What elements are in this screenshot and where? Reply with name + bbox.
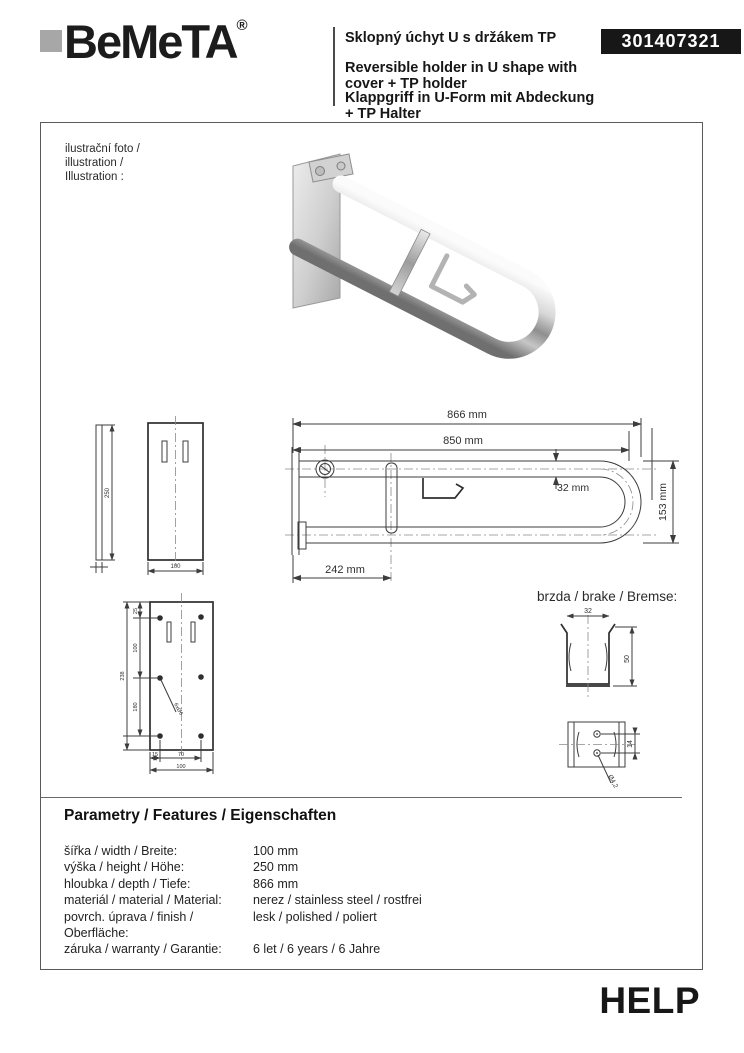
- cover-plate-slot-right: [183, 441, 188, 462]
- photo-crossbar: [389, 229, 430, 296]
- parameter-value: 6 let / 6 years / 6 Jahre: [253, 942, 381, 957]
- side-view-tp-holder: [423, 478, 463, 498]
- mp-dim-70: 70: [177, 752, 185, 758]
- mp-dim-15: 15: [151, 752, 159, 758]
- cover-plate-side-view: [90, 425, 115, 573]
- side-view-u-bend-inner: [600, 477, 625, 527]
- mp-dim-238: 238: [120, 671, 126, 681]
- side-view-u-bend-center: [600, 469, 633, 535]
- brake-dim-32: 32: [584, 608, 592, 615]
- mounting-plate-holes: [157, 614, 204, 739]
- parameter-label: povrch. úprava / finish / Oberfläche:: [64, 909, 194, 941]
- brake-dim-50: 50: [624, 655, 631, 663]
- header-divider: [333, 27, 335, 106]
- product-photo: [283, 140, 588, 425]
- mp-dim-25: 25: [133, 607, 139, 615]
- illustration-label-line1: ilustrační foto /: [65, 143, 140, 155]
- brand-logo: [64, 14, 248, 69]
- dim-32-label: 32 mm: [557, 482, 590, 494]
- parameter-value: nerez / stainless steel / rostfrei: [253, 893, 422, 908]
- side-view-wall-plate: [292, 447, 306, 555]
- dim-242: [293, 555, 391, 583]
- help-wordmark: HELP: [599, 980, 700, 1021]
- mp-holes-label: 6xØ6: [172, 702, 184, 717]
- parameter-value: 866 mm: [253, 876, 299, 891]
- cover-plate-width-label: 100: [170, 564, 181, 570]
- illustration-label-line2: illustration /: [65, 157, 124, 169]
- photo-tp-holder: [431, 256, 484, 305]
- registered-mark: ®: [236, 17, 248, 34]
- brake-label: brzda / brake / Bremse:: [537, 589, 678, 604]
- parameter-row: [64, 843, 624, 859]
- mp-dim-100: 100: [133, 643, 139, 653]
- parameter-value: lesk / polished / poliert: [253, 909, 377, 924]
- dim-850: [293, 431, 629, 461]
- parameter-row: [64, 941, 624, 957]
- mounting-plate-left-dims: [120, 602, 158, 750]
- cover-plate-height-label: 250: [105, 487, 111, 499]
- brake-clip-view: [561, 608, 637, 699]
- mounting-plate-bottom-dims: [150, 740, 213, 774]
- parameter-label: záruka / warranty / Garantie:: [64, 942, 222, 957]
- mp-dim-overall-100: 100: [176, 764, 186, 770]
- dim-153: [643, 428, 679, 543]
- dim-32: [556, 449, 589, 494]
- parameter-value: 100 mm: [253, 844, 299, 858]
- brake-drawing: [535, 585, 710, 800]
- brake-hole-label: Ø4,2: [606, 773, 620, 790]
- dim-242-label: 242 mm: [325, 564, 365, 576]
- brake-front-view: [559, 722, 640, 790]
- product-title-cs: Sklopný úchyt U s držákem TP: [345, 30, 557, 46]
- parameters-title: Parametry / Features / Eigenschaften: [64, 807, 337, 824]
- mounting-plate-drawing: [115, 590, 250, 785]
- section-divider: [41, 797, 682, 798]
- illustration-label-line3: Illustration :: [65, 171, 124, 183]
- parameter-row: [64, 876, 624, 892]
- brake-dim-14: 14: [627, 740, 634, 748]
- parameter-label: výška / height / Höhe:: [64, 860, 185, 875]
- parameter-row: [64, 859, 624, 875]
- cover-plate-front-view: [148, 416, 203, 575]
- side-view-u-bend-outer: [600, 461, 641, 543]
- brand-name: BeMeTA: [64, 15, 237, 68]
- product-title-de: Klappgriff in U-Form mit Abdeckung + TP Halter: [345, 90, 595, 122]
- mounting-plate-hole-callout: [161, 680, 184, 717]
- parameter-label: materiál / material / Material:: [64, 893, 222, 908]
- parameter-label: šířka / width / Breite:: [64, 844, 178, 858]
- mounting-plate-slot-right: [191, 622, 195, 642]
- illustration-label: [65, 142, 140, 184]
- side-view-tubes: [299, 461, 641, 543]
- side-view-drawing: [285, 405, 705, 595]
- parameter-row: [64, 892, 624, 908]
- logo-square-icon: [40, 30, 62, 52]
- product-title-en: Reversible holder in U shape with cover + TP holder: [345, 60, 578, 92]
- mp-dim-180: 180: [133, 702, 139, 712]
- mounting-plate-slot-left: [167, 622, 171, 642]
- parameters-table: [64, 843, 624, 958]
- side-view-crossbar: [386, 463, 397, 533]
- dim-153-label: 153 mm: [657, 483, 669, 521]
- dim-850-label: 850 mm: [443, 435, 483, 447]
- parameter-value: 250 mm: [253, 860, 299, 875]
- cover-plate-slot-left: [162, 441, 167, 462]
- cover-plate-drawing: [85, 415, 215, 585]
- parameter-label: hloubka / depth / Tiefe:: [64, 876, 191, 891]
- dim-866-label: 866 mm: [447, 409, 487, 421]
- product-code-badge: 301407321: [601, 29, 741, 54]
- parameter-row: [64, 909, 624, 942]
